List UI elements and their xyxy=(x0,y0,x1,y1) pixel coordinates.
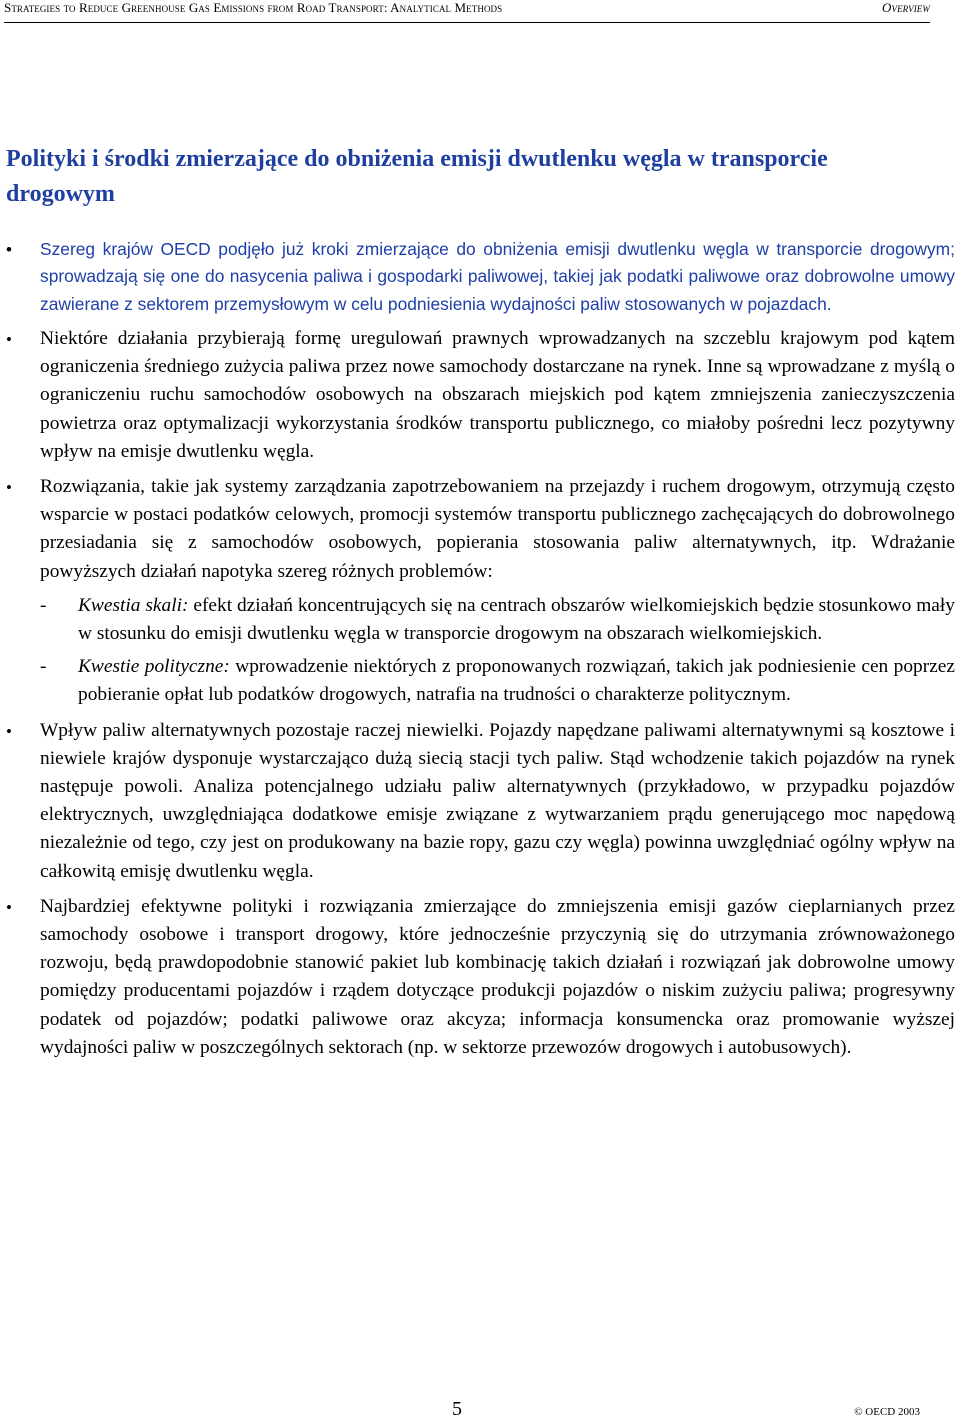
dash-marker: - xyxy=(40,656,47,678)
problem-term: Kwestia skali: xyxy=(78,594,189,616)
bullet-alternative-fuels: • Wpływ paliw alternatywnych pozostaje raczej niewielki. Pojazdy napędzane paliwami alternatywnymi są kosztowe i niewiele krajów dysponuje wystarczająco dużą siecią stacji tych paliw. Stąd wchodzenie takich pojazdów na rynek następuje powoli. Analiza potencjalnego udziału paliw alternatywnych (przykładowo, w przypadku pojazdów elektrycznych, uwzględniająca dodatkowe emisje związane z wytwarzaniem prądu generującego moc napędową niezależnie od tego, czy jest on produkowany na bazie ropy, gazu czy węgla) powinna uwzględniać ogólny wpływ na całkowitą emisję dwutlenku węgla. xyxy=(0,717,955,886)
bullet-demand-management xyxy=(0,473,955,710)
bullet-list xyxy=(0,236,955,1069)
bullet-legal-regulations: • Niektóre działania przybierają formę uregulowań prawnych wprowadzanych na szczeblu krajowym pod kątem ograniczenia średniego zużycia paliwa przez nowe samochody dostarczane na rynek. Inne są wprowadzane z myślą o ograniczeniu ruchu samochodów osobowych na obszarach miejskich pod kątem zmniejszenia zanieczyszczenia powietrza oraz optymalizacji wykorzystania środków transportu publicznego, co miałoby pośredni lecz pozytywny wpływ na emisje dwutlenku węgla. xyxy=(0,325,955,466)
problem-scale xyxy=(40,592,955,648)
copyright: © OECD 2003 xyxy=(854,1406,920,1418)
header-title: Strategies to Reduce Greenhouse Gas Emissions from Road Transport: Analytical Methods xyxy=(4,0,503,15)
running-header xyxy=(4,0,930,23)
header-section: Overview xyxy=(881,0,930,15)
problem-description: efekt działań koncentrujących się na centrach obszarów wielkomiejskich będzie stosunkowo mały w stosunku do emisji dwutlenku węgla w transporcie drogowym na obszarach wielkomiejskich. xyxy=(78,594,955,644)
bullet-demand-management-text: Rozwiązania, takie jak systemy zarządzania zapotrzebowaniem na przejazdy i ruchem drogowym, otrzymują często wsparcie w postaci podatków celowych, promocji systemów transportu publicznego zachęcających do dobrowolnego przesiadania się z samochodów osobowych, popierania stosowania paliw alternatywnych, itp. Wdrażanie powyższych działań napotyka szereg różnych problemów: xyxy=(40,475,955,582)
bullet-oecd-steps: • Szereg krajów OECD podjęło już kroki zmierzające do obniżenia emisji dwutlenku węgla w transporcie drogowym; sprowadzają się one do nasycenia paliwa i gospodarki paliwowej, takiej jak podatki paliwowe oraz dobrowolne umowy zawierane z sektorem przemysłowym w celu podniesienia wydajności paliw stosowanych w pojazdach. xyxy=(0,236,955,318)
page-number: 5 xyxy=(452,1398,462,1420)
bullet-effective-policies: • Najbardziej efektywne polityki i rozwiązania zmierzające do zmniejszenia emisji gazów cieplarnianych przez samochody osobowe i transport drogowy, które jednocześnie przyczynią się do utrzymania zrównoważonego rozwoju, będą prawdopodobnie stanowić pakiet lub kombinację takich działań i rozwiązań jak dobrowolne umowy pomiędzy producentami pojazdów i rządem dotyczące produkcji pojazdów o niskim zużyciu paliwa; progresywny podatek od pojazdów; podatki paliwowe oraz akcyza; informacja konsumencka oraz promowanie wyższej wydajności paliw w poszczególnych sektorach (np. w sektorze przewozów drogowych i autobusowych). xyxy=(0,893,955,1062)
problem-description: wprowadzenie niektórych z proponowanych rozwiązań, takich jak podniesienie cen poprzez pobieranie opłat lub podatków drogowych, natrafia na trudności o charakterze politycznym. xyxy=(78,656,955,706)
dash-marker: - xyxy=(40,594,47,616)
problem-term: Kwestie polityczne: xyxy=(78,656,230,678)
problem-political xyxy=(40,653,955,709)
section-title: Polityki i środki zmierzające do obniżenia emisji dwutlenku węgla w transporcie drogowym xyxy=(6,146,828,207)
problem-list xyxy=(40,592,955,710)
